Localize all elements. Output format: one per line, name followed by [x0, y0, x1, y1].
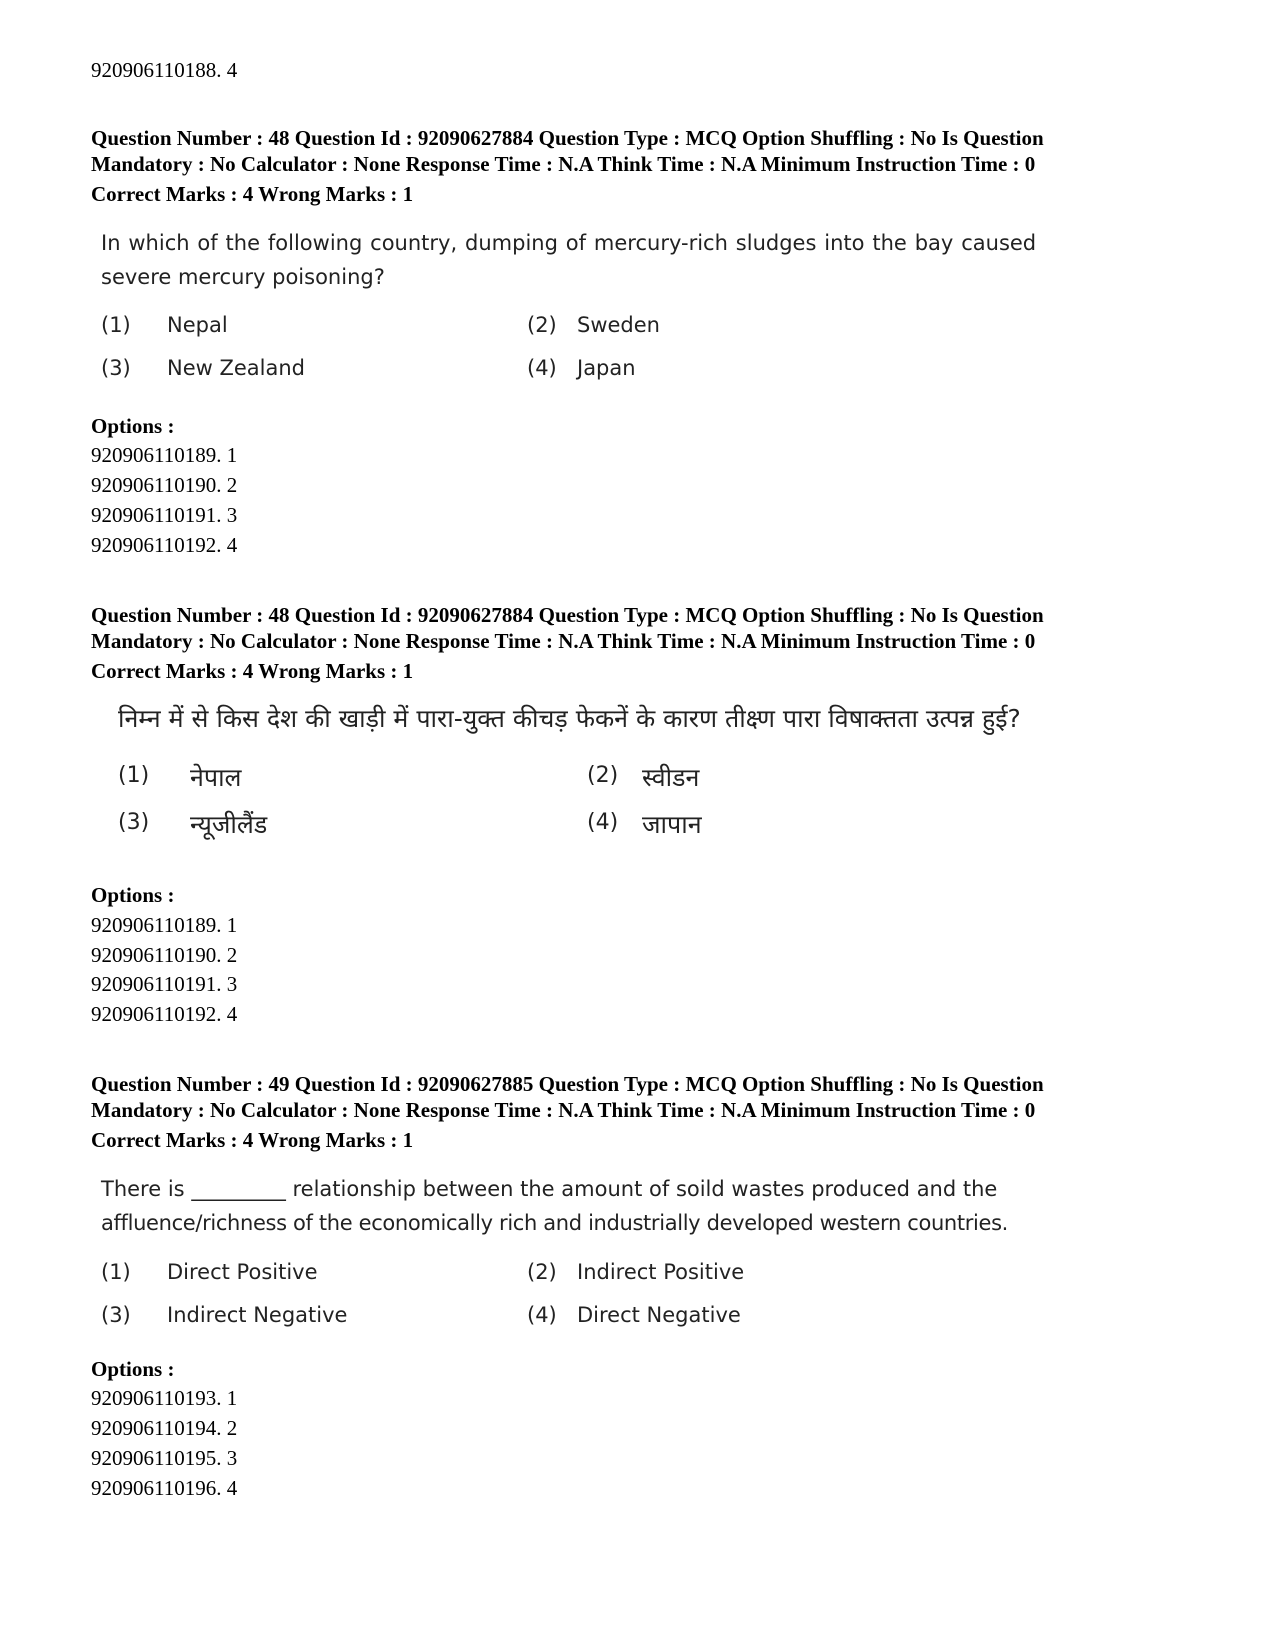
question-word: amount: [561, 1177, 643, 1201]
answer-option: 920906110195. 3: [91, 1446, 238, 1470]
question-marks-line: Correct Marks : 4 Wrong Marks : 1: [91, 1128, 414, 1152]
choice-label: Direct Negative: [577, 1303, 741, 1327]
answer-option: 920906110191. 3: [91, 972, 238, 996]
answer-option: 920906110190. 2: [91, 473, 238, 497]
choice-number: (3): [101, 356, 131, 380]
question-word: wastes: [731, 1177, 805, 1201]
choice-label: स्वीडन: [642, 763, 700, 792]
answer-option: 920906110192. 4: [91, 1002, 238, 1026]
choice-label: New Zealand: [167, 356, 305, 380]
answer-option: 920906110194. 2: [91, 1416, 238, 1440]
question-meta-line: Question Number : 49 Question Id : 92090627885 Question Type : MCQ Option Shuffling : No Is Question: [91, 1072, 1044, 1096]
choice-number: (2): [527, 1260, 557, 1284]
choice-number: (4): [527, 356, 557, 380]
answer-option: 920906110189. 1: [91, 443, 238, 467]
question-word: relationship: [292, 1177, 416, 1201]
options-heading: Options :: [91, 1357, 175, 1381]
question-word: between: [422, 1177, 514, 1201]
question-text: [101, 1172, 1009, 1240]
choice-label: न्यूजीलैंड: [190, 810, 268, 839]
question-text-line: affluence/richness of the economically rich and industrially developed western countries.: [101, 1211, 1009, 1235]
blank-placeholder: _________: [191, 1177, 286, 1201]
question-meta: [91, 1071, 1191, 1153]
choice-number: (2): [587, 763, 619, 788]
answer-option: 920906110192. 4: [91, 533, 238, 557]
question-text-line: निम्न में से किस देश की खाड़ी में पारा-युक्त कीचड़ फेकनें के कारण तीक्ष्ण पारा विषाक्तता उत्पन्न हुई?: [118, 704, 1021, 733]
choice-number: (4): [587, 810, 619, 835]
question-meta: [91, 602, 1191, 684]
question-text-line: [101, 1172, 998, 1206]
question-meta: [91, 125, 1191, 207]
choice-label: जापान: [642, 810, 702, 839]
question-meta-line: Mandatory : No Calculator : None Response Time : N.A Think Time : N.A Minimum Instruction Time : 0: [91, 1098, 1036, 1122]
choice-number: (1): [101, 1260, 131, 1284]
question-text-line: In which of the following country, dumping of mercury-rich sludges into the bay caused: [101, 231, 1037, 255]
choice-label: Indirect Positive: [577, 1260, 745, 1284]
question-meta-line: Mandatory : No Calculator : None Response Time : N.A Think Time : N.A Minimum Instruction Time : 0: [91, 629, 1036, 653]
question-word: produced: [811, 1177, 910, 1201]
question-word: the: [962, 1177, 998, 1201]
answer-option: 920906110196. 4: [91, 1476, 238, 1500]
choice-label: Direct Positive: [167, 1260, 318, 1284]
answer-option: 920906110189. 1: [91, 913, 238, 937]
answer-option: 920906110191. 3: [91, 503, 238, 527]
choice-number: (3): [118, 810, 150, 835]
question-word: is: [167, 1177, 185, 1201]
options-heading: Options :: [91, 414, 175, 438]
previous-answer-line: 920906110188. 4: [91, 58, 238, 82]
question-word: soild: [675, 1177, 725, 1201]
choice-number: (1): [118, 763, 150, 788]
choice-label: Nepal: [167, 313, 228, 337]
question-word: of: [649, 1177, 670, 1201]
choice-label: Sweden: [577, 313, 660, 337]
question-word: the: [520, 1177, 555, 1201]
choice-number: (2): [527, 313, 557, 337]
question-meta-line: Mandatory : No Calculator : None Response Time : N.A Think Time : N.A Minimum Instruction Time : 0: [91, 152, 1036, 176]
question-word: and: [916, 1177, 957, 1201]
question-meta-line: Question Number : 48 Question Id : 92090627884 Question Type : MCQ Option Shuffling : No Is Question: [91, 603, 1044, 627]
answer-option: 920906110193. 1: [91, 1386, 238, 1410]
choice-number: (4): [527, 1303, 557, 1327]
question-text: [118, 702, 1038, 736]
question-marks-line: Correct Marks : 4 Wrong Marks : 1: [91, 182, 414, 206]
answer-option: 920906110190. 2: [91, 943, 238, 967]
options-heading: Options :: [91, 883, 175, 907]
choice-label: Japan: [577, 356, 636, 380]
question-text-line: severe mercury poisoning?: [101, 265, 385, 289]
choice-label: Indirect Negative: [167, 1303, 348, 1327]
choice-label: नेपाल: [190, 763, 242, 792]
question-word: There: [101, 1177, 162, 1201]
question-text: [101, 226, 1037, 294]
question-meta-line: Question Number : 48 Question Id : 92090627884 Question Type : MCQ Option Shuffling : No Is Question: [91, 126, 1044, 150]
choice-number: (1): [101, 313, 131, 337]
question-marks-line: Correct Marks : 4 Wrong Marks : 1: [91, 659, 414, 683]
choice-number: (3): [101, 1303, 131, 1327]
